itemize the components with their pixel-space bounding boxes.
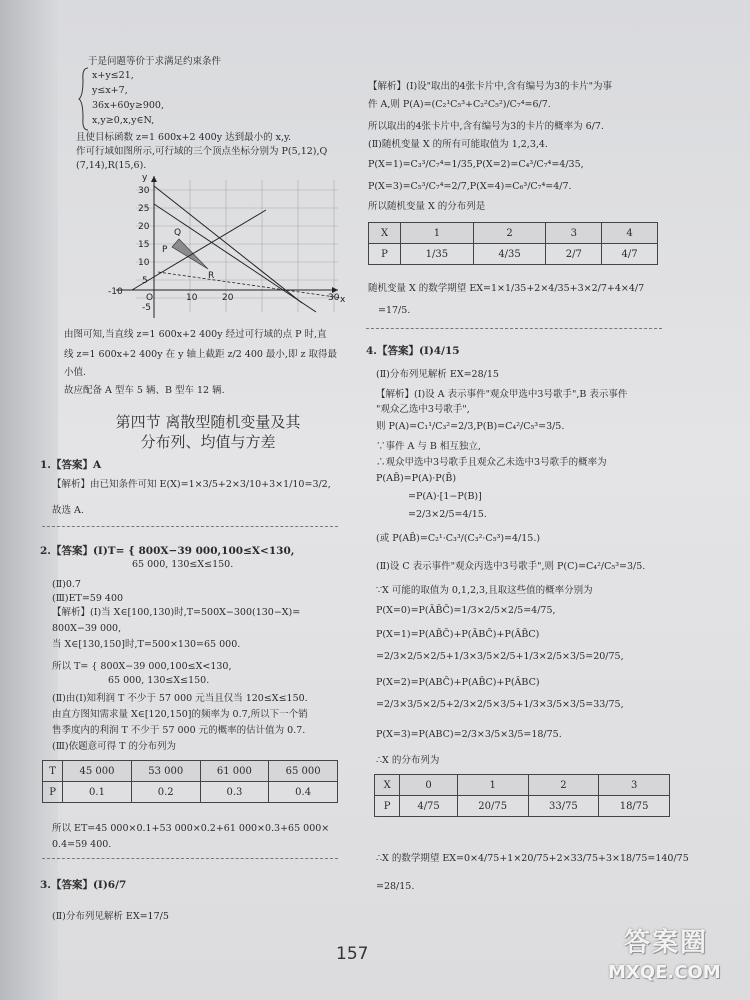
text-line: (Ⅱ)0.7 [52, 579, 81, 590]
text-line: "观众乙选中3号歌手", [376, 404, 470, 415]
text-line: =2/3×2/5×2/5+1/3×3/5×2/5+1/3×2/5×3/5=20/75, [376, 651, 624, 662]
text-line: ∴X 的分布列为 [376, 755, 440, 766]
table-cell: 0.2 [131, 782, 200, 803]
text-line: (Ⅱ)分布列见解析 EX=17/5 [52, 911, 169, 922]
table-cell: 53 000 [131, 761, 200, 782]
table-cell: 2/7 [546, 244, 602, 265]
x-distribution-table-1 [368, 222, 658, 265]
x-tick: 20 [222, 293, 234, 303]
text-line: 且使目标函数 z=1 600x+2 400y 达到最小的 x,y. [76, 132, 292, 143]
text-line: 所以 T= { 800X−39 000,100≤X<130, [52, 661, 232, 672]
table-cell: 3 [599, 775, 670, 796]
section-title [108, 412, 308, 452]
table-cell: 2 [473, 223, 546, 244]
y-tick: 15 [138, 240, 150, 250]
y-tick: 30 [138, 186, 150, 196]
point-label: P [162, 245, 168, 255]
table-cell: 1 [401, 223, 474, 244]
y-tick: 10 [138, 258, 150, 268]
text-line: (Ⅱ)由(Ⅰ)知利润 T 不少于 57 000 元当且仅当 120≤X≤150. [52, 693, 308, 704]
x-tick: -10 [108, 287, 123, 297]
text-line: ∵X 可能的取值为 0,1,2,3,且取这些值的概率分别为 [376, 585, 593, 596]
text-line: 小值. [64, 367, 87, 378]
text-line: 售季度内的利润 T 不少于 57 000 元的概率的估计值为 0.7. [52, 725, 306, 736]
table-cell: P [369, 244, 401, 265]
text-line: =2/3×3/5×2/5+2/3×2/5×3/5+1/3×3/5×3/5=33/75, [376, 699, 624, 710]
watermark-text: 答案圈 [624, 928, 709, 958]
text-line: (Ⅲ)ET=59 400 [52, 593, 124, 604]
table-cell: 2 [528, 775, 599, 796]
text-line: 故选 A. [52, 505, 84, 516]
text-line: 所以 ET=45 000×0.1+53 000×0.2+61 000×0.3+65 000× [52, 823, 330, 834]
watermark-logo [602, 922, 742, 992]
constraint-line: 36x+60y≥900, [92, 100, 164, 111]
q3-answer: 3.【答案】(Ⅰ)6/7 [40, 879, 127, 891]
text-line: 所以取出的4张卡片中,含有编号为3的卡片的概率为 6/7. [368, 121, 604, 132]
table-cell: 4/7 [602, 244, 658, 265]
table-cell: 0.3 [200, 782, 269, 803]
text-line: (或 P(AB̄)=C₂¹·C₃³/(C₃²·C₅³)=4/15.) [376, 533, 541, 544]
y-tick: 20 [138, 222, 150, 232]
text-line: (Ⅲ)依题意可得 T 的分布列为 [52, 741, 176, 752]
x-tick: 10 [186, 293, 198, 303]
q4-answer: 4.【答案】(Ⅰ)4/15 [366, 345, 460, 357]
text-line: 于是问题等价于求满足约束条件 [88, 56, 222, 67]
page-number: 157 [336, 944, 369, 964]
x-distribution-table-2 [374, 774, 670, 817]
table-cell: 1/35 [401, 244, 474, 265]
text-line: 800X−39 000, [52, 623, 122, 634]
y-tick: 5 [142, 276, 148, 286]
q1-answer: 1.【答案】A [40, 459, 102, 471]
text-line: 作可行域如图所示,可行域的三个顶点坐标分别为 P(5,12),Q [76, 146, 328, 157]
constraint-line: x+y≤21, [92, 70, 134, 81]
table-cell: 61 000 [200, 761, 269, 782]
watermark-text: MXQE.COM [608, 962, 721, 983]
text-line: =28/15. [376, 881, 415, 892]
table-cell: 45 000 [63, 761, 132, 782]
text-line: 0.4=59 400. [52, 839, 112, 850]
text-line: 当 X∈[130,150]时,T=500×130=65 000. [52, 639, 241, 650]
text-line: P(X=2)=P(ABC̄)+P(AB̄C)+P(ĀBC) [376, 677, 540, 688]
text-line: 则 P(A)=C₁¹/C₃²=2/3,P(B)=C₄²/C₅³=3/5. [376, 421, 565, 432]
text-line: =2/3×2/5=4/15. [408, 509, 487, 520]
text-line: 【解析】(Ⅰ)设"取出的4张卡片中,含有编号为3的卡片"为事 [368, 81, 613, 92]
text-line: 【解析】(Ⅰ)设 A 表示事件"观众甲选中3号歌手",B 表示事件 [376, 389, 628, 400]
point-label: Q [174, 228, 182, 238]
table-cell: 0 [400, 775, 457, 796]
text-line: 件 A,则 P(A)=(C₂¹C₅³+C₂²C₅²)/C₇⁴=6/7. [368, 99, 551, 110]
feasible-region-graph [106, 172, 346, 324]
x-axis-label: x [340, 295, 346, 305]
table-cell: 1 [457, 775, 528, 796]
text-line: 故应配备 A 型车 5 辆、B 型车 12 辆. [64, 385, 225, 396]
table-cell: X [369, 223, 401, 244]
text-line: 由直方图知需求量 X∈[120,150]的频率为 0.7,所以下一个销 [52, 709, 308, 720]
x-tick: 30 [328, 293, 340, 303]
text-line: =P(A)·[1−P(B)] [408, 491, 482, 502]
t-distribution-table [42, 760, 338, 803]
text-line: (Ⅱ)设 C 表示事件"观众丙选中3号歌手",则 P(C)=C₄²/C₅³=3/5. [376, 561, 646, 572]
text-line: 【解析】由已知条件可知 E(X)=1×3/5+2×3/10+3×1/10=3/2, [52, 479, 331, 490]
y-tick: 25 [138, 204, 150, 214]
text-line: P(X=1)=P(AB̄C̄)+P(ĀBC̄)+P(ĀB̄C) [376, 629, 540, 640]
table-cell: 0.4 [269, 782, 338, 803]
table-cell: 18/75 [599, 796, 670, 817]
point-label: R [208, 271, 215, 281]
text-line: ∵事件 A 与 B 相互独立, [376, 441, 481, 452]
table-cell: 0.1 [63, 782, 132, 803]
text-line: ∴观众甲选中3号歌手且观众乙未选中3号歌手的概率为 [376, 457, 607, 468]
text-line: 65 000, 130≤X≤150. [108, 675, 210, 686]
text-line: P(X=0)=P(ĀB̄C̄)=1/3×2/5×2/5=4/75, [376, 605, 556, 616]
table-cell: 33/75 [528, 796, 599, 817]
divider [366, 328, 662, 329]
y-axis-label: y [142, 173, 148, 183]
y-tick: -5 [142, 303, 151, 313]
text-line: =17/5. [378, 305, 411, 316]
text-line: P(X=1)=C₃³/C₇⁴=1/35,P(X=2)=C₄³/C₇⁴=4/35, [368, 159, 584, 170]
table-cell: P [43, 782, 63, 803]
text-line: 线 z=1 600x+2 400y 在 y 轴上截距 z/2 400 最小,即 z 取得最 [64, 349, 337, 360]
text-line: P(AB̄)=P(A)·P(B̄) [376, 473, 457, 484]
q2-answer: 2.【答案】(Ⅰ)T= { 800X−39 000,100≤X<130, [40, 545, 295, 557]
adjacent-page-edge [0, 0, 58, 1000]
text-line: (Ⅱ)分布列见解析 EX=28/15 [376, 369, 499, 380]
section-title-line: 分布列、均值与方差 [140, 433, 276, 451]
divider [42, 858, 338, 859]
table-cell: 20/75 [457, 796, 528, 817]
text-line: 65 000, 130≤X≤150. [132, 559, 234, 570]
brace-icon [78, 66, 90, 132]
table-cell: 4/75 [400, 796, 457, 817]
text-line: 【解析】(Ⅰ)当 X∈[100,130)时,T=500X−300(130−X)= [52, 607, 301, 618]
text-line: (Ⅱ)随机变量 X 的所有可能取值为 1,2,3,4. [368, 139, 548, 150]
text-line: 随机变量 X 的数学期望 EX=1×1/35+2×4/35+3×2/7+4×4/7 [368, 283, 645, 294]
section-title-line: 第四节 离散型随机变量及其 [115, 413, 301, 431]
x-tick: O [146, 293, 154, 303]
text-line: 所以随机变量 X 的分布列是 [368, 201, 486, 212]
constraint-line: x,y≥0,x,y∈N, [92, 115, 155, 126]
text-line: P(X=3)=P(ABC)=2/3×3/5×3/5=18/75. [376, 729, 562, 740]
text-line: (7,14),R(15,6). [76, 160, 147, 171]
text-line: ∴X 的数学期望 EX=0×4/75+1×20/75+2×33/75+3×18/75=140/75 [376, 853, 689, 864]
table-cell: X [375, 775, 400, 796]
text-line: 由图可知,当直线 z=1 600x+2 400y 经过可行域的点 P 时,直 [64, 329, 327, 340]
divider [42, 526, 338, 527]
text-line: P(X=3)=C₅³/C₇⁴=2/7,P(X=4)=C₆³/C₇⁴=4/7. [368, 181, 572, 192]
table-cell: 65 000 [269, 761, 338, 782]
table-cell: 3 [546, 223, 602, 244]
table-cell: 4/35 [473, 244, 546, 265]
constraint-line: y≤x+7, [92, 85, 128, 96]
table-cell: T [43, 761, 63, 782]
table-cell: 4 [602, 223, 658, 244]
table-cell: P [375, 796, 400, 817]
